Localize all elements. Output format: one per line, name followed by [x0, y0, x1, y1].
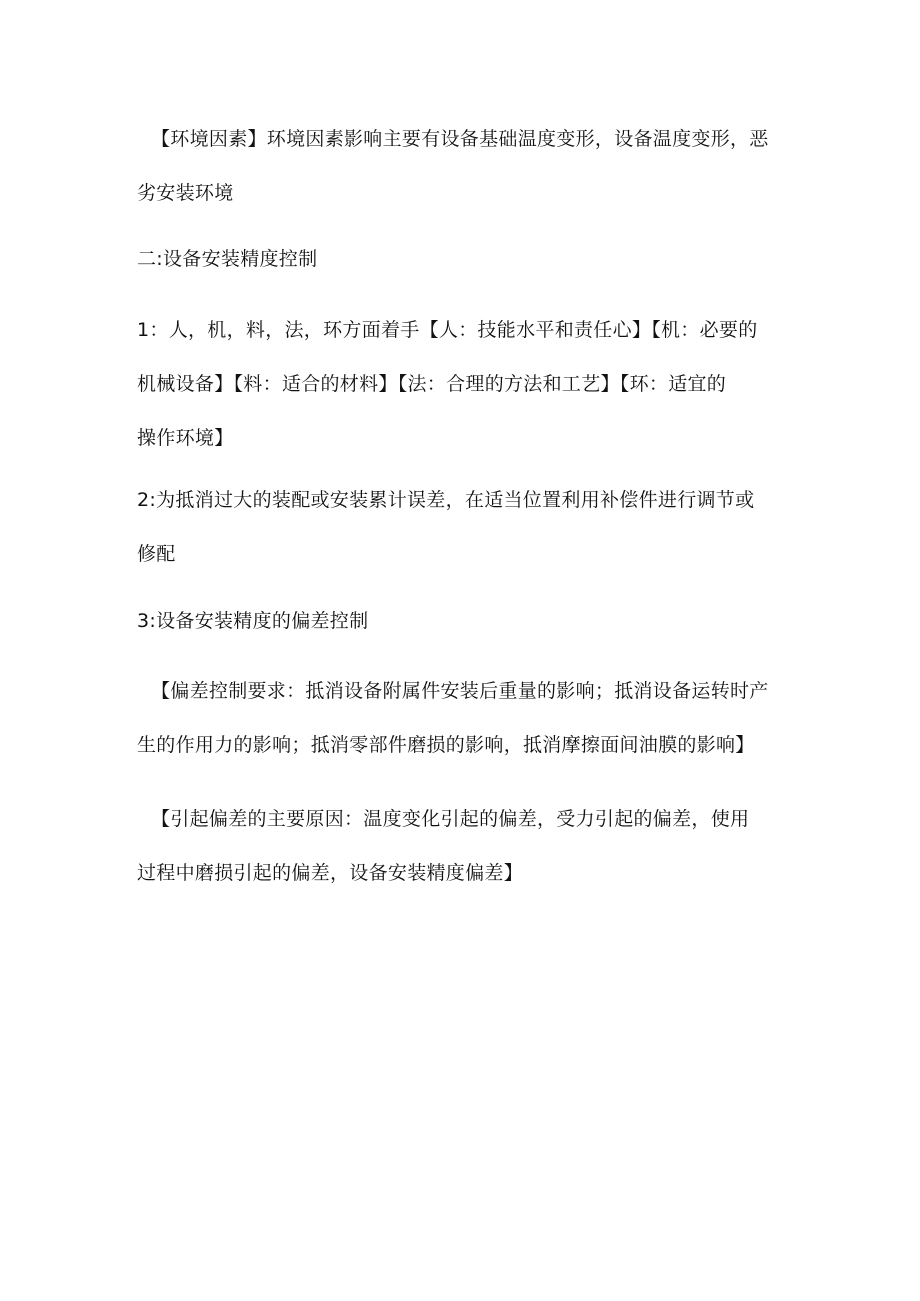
section-heading: [137, 232, 797, 286]
text-line: 修配: [137, 543, 176, 565]
text-line: 机械设备】【料：适合的材料】【法：合理的方法和工艺】【环：适宜的: [137, 373, 727, 395]
text-line: 【偏差控制要求：抵消设备附属件安装后重量的影响；抵消设备运转时产: [151, 680, 769, 702]
list-item-3: [137, 594, 797, 648]
text-line: 生的作用力的影响；抵消零部件磨损的影响，抵消摩擦面间油膜的影响】: [137, 734, 755, 756]
paragraph-environment-factors: [137, 112, 797, 220]
list-item-1: [137, 303, 797, 465]
text-line: 【环境因素】环境因素影响主要有设备基础温度变形，设备温度变形，恶: [151, 128, 769, 150]
text-line: 【引起偏差的主要原因：温度变化引起的偏差，受力引起的偏差，使用: [151, 808, 750, 830]
text-line: 二:设备安装精度控制: [137, 248, 318, 270]
text-line: 2:为抵消过大的装配或安装累计误差，在适当位置利用补偿件进行调节或: [137, 489, 755, 511]
text-line: 过程中磨损引起的偏差，设备安装精度偏差】: [137, 862, 524, 884]
text-line: 1：人，机，料，法，环方面着手【人：技能水平和责任心】【机：必要的: [137, 319, 758, 341]
paragraph-deviation-causes: [137, 792, 797, 900]
text-line: 操作环境】: [137, 427, 234, 449]
text-line: 3:设备安装精度的偏差控制: [137, 610, 369, 632]
text-line: 劣安装环境: [137, 182, 234, 204]
list-item-2: [137, 473, 797, 581]
paragraph-deviation-requirements: [137, 664, 797, 772]
